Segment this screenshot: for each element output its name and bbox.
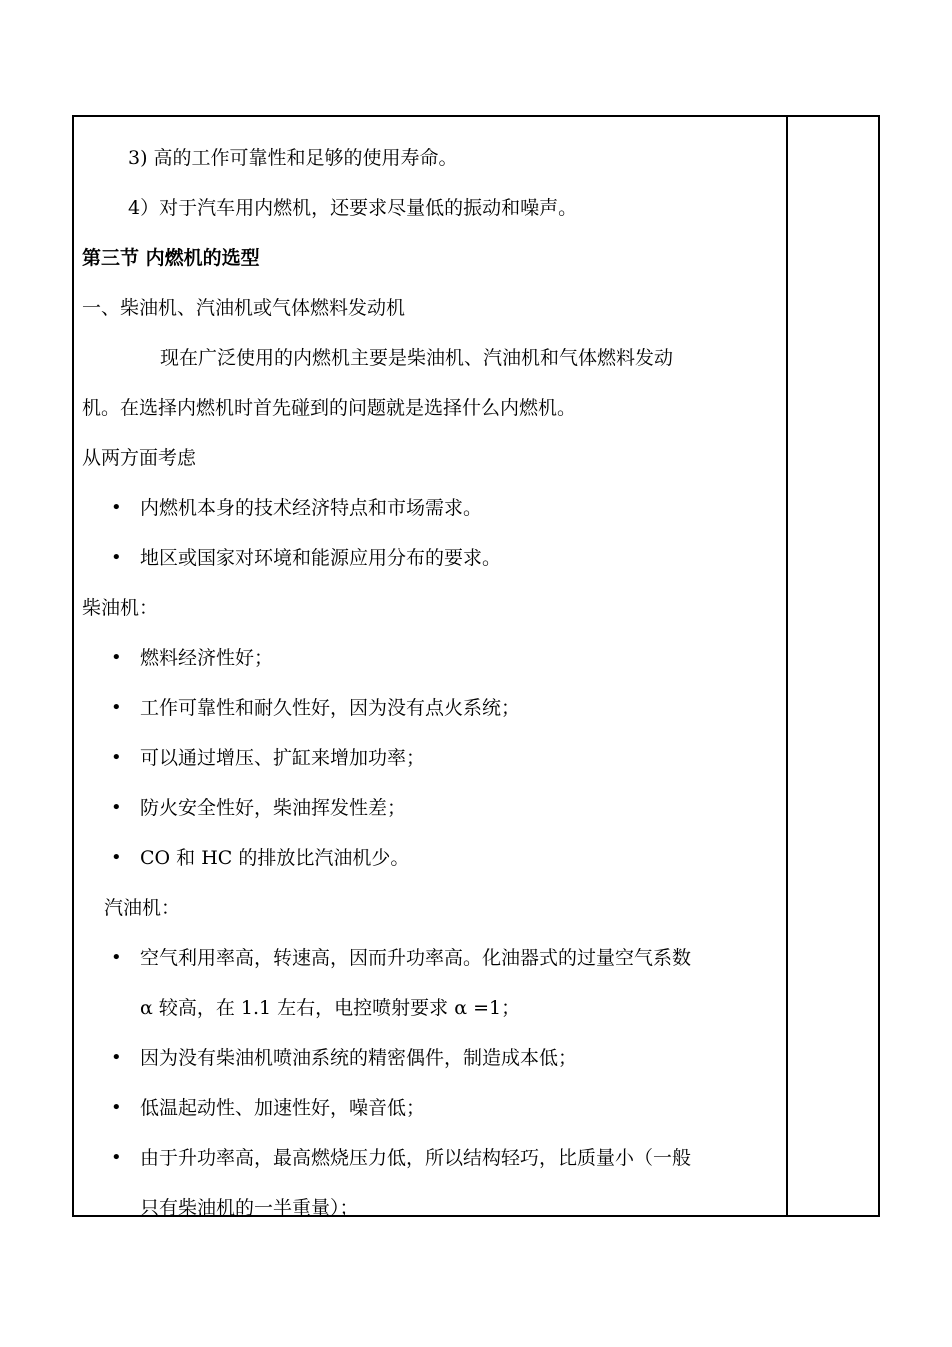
line-text: 低温起动性、加速性好，噪音低； [140,1097,426,1119]
text-line [74,893,784,923]
line-text: 空气利用率高，转速高，因而升功率高。化油器式的过量空气系数 [140,947,692,969]
bullet-icon: • [111,697,122,718]
text-line [74,593,784,623]
bullet-item [74,693,784,723]
line-text: 因为没有柴油机喷油系统的精密偶件，制造成本低； [140,1047,578,1069]
bullet-icon: • [111,797,122,818]
bullet-item [74,943,784,973]
line-text: 现在广泛使用的内燃机主要是柴油机、汽油机和气体燃料发动 [160,347,674,369]
line-text: 防火安全性好，柴油挥发性差； [140,797,407,819]
line-text: 只有柴油机的一半重量）； [140,1197,359,1219]
document-content [74,117,784,1219]
line-text: 从两方面考虑 [82,447,197,469]
line-text: α 较高，在 1.1 左右，电控喷射要求 α =1； [140,997,521,1019]
line-text: 汽油机： [104,897,181,919]
line-text: 内燃机本身的技术经济特点和市场需求。 [140,497,483,519]
bullet-icon: • [111,1147,122,1168]
bullet-item [74,1143,784,1173]
line-text: CO 和 HC 的排放比汽油机少。 [140,847,410,869]
line-text: 3) 高的工作可靠性和足够的使用寿命。 [128,147,458,169]
bullet-icon: • [111,1097,122,1118]
line-text: 一、柴油机、汽油机或气体燃料发动机 [82,297,406,319]
text-line [74,193,784,223]
line-text: 燃料经济性好； [140,647,274,669]
bullet-item [74,743,784,773]
bullet-item [74,793,784,823]
bullet-icon: • [111,497,122,518]
line-text: 4）对于汽车用内燃机，还要求尽量低的振动和噪声。 [128,197,578,219]
text-line [74,143,784,173]
bullet-item [74,1093,784,1123]
line-text: 机。在选择内燃机时首先碰到的问题就是选择什么内燃机。 [82,397,577,419]
bullet-item [74,643,784,673]
bullet-item [74,1043,784,1073]
text-line [74,293,784,323]
text-line [74,1193,784,1223]
line-text: 地区或国家对环境和能源应用分布的要求。 [140,547,502,569]
line-text: 可以通过增压、扩缸来增加功率； [140,747,426,769]
bullet-item [74,543,784,573]
bullet-item [74,843,784,873]
section-heading [74,243,784,273]
line-text: 工作可靠性和耐久性好，因为没有点火系统； [140,697,521,719]
text-line [74,393,784,423]
line-text: 由于升功率高，最高燃烧压力低，所以结构轻巧，比质量小（一般 [140,1147,692,1169]
bullet-item [74,493,784,523]
line-text: 柴油机： [82,597,159,619]
line-text: 第三节 内燃机的选型 [82,247,260,269]
bullet-icon: • [111,747,122,768]
bullet-icon: • [111,647,122,668]
text-line [74,343,784,373]
bullet-icon: • [111,1047,122,1068]
bullet-icon: • [111,847,122,868]
table-column-divider [786,115,788,1217]
bullet-icon: • [111,547,122,568]
text-line [74,993,784,1023]
bullet-icon: • [111,947,122,968]
text-line [74,443,784,473]
